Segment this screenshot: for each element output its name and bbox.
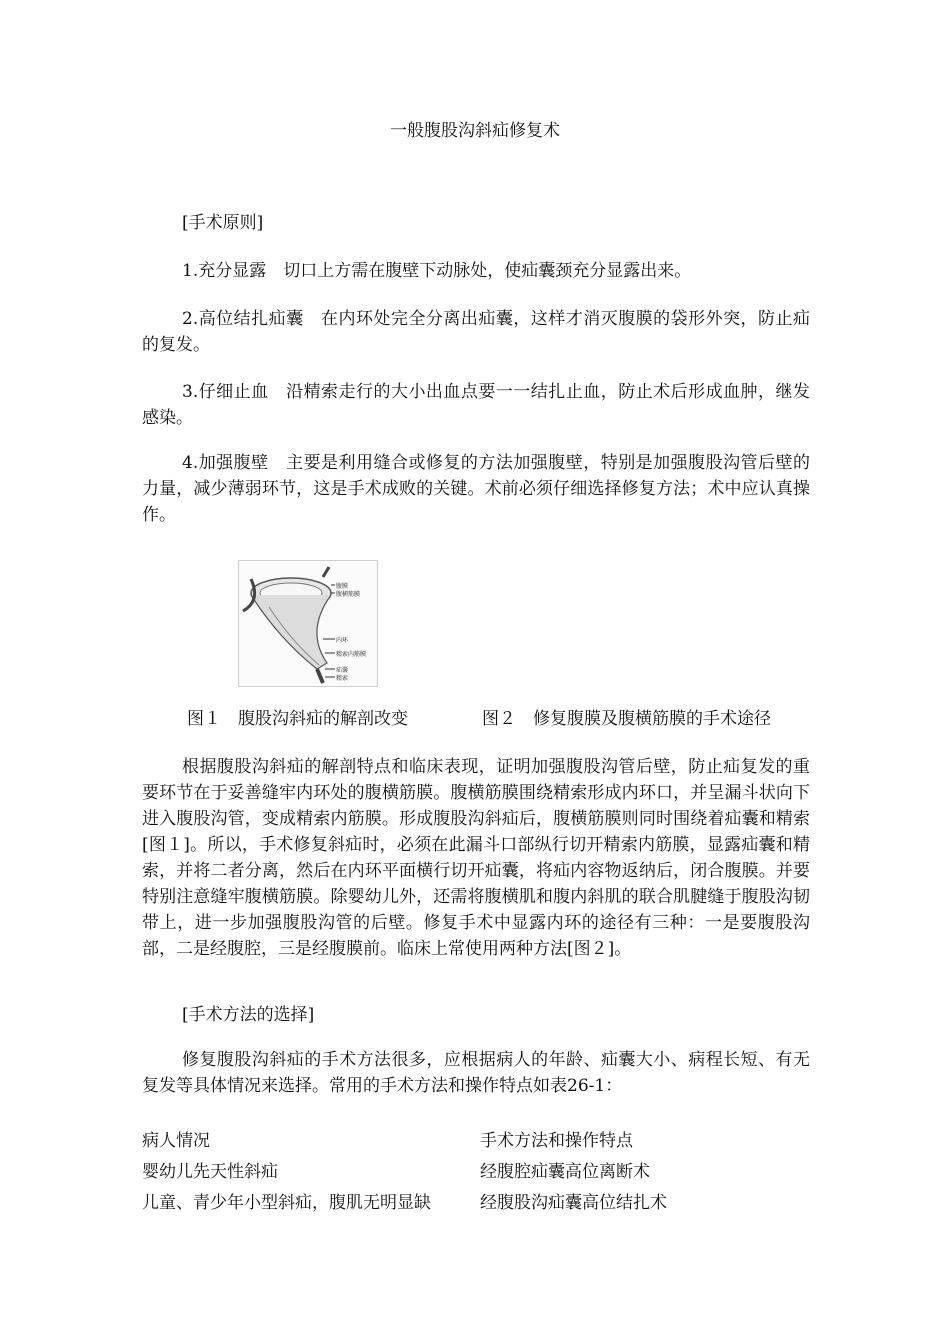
figure-label-internal-ring: 内环 (336, 637, 349, 644)
document-title: 一般腹股沟斜疝修复术 (390, 121, 560, 141)
method-selection-paragraph: 修复腹股沟斜疝的手术方法很多，应根据病人的年龄、疝囊大小、病程长短、有无复发等具体情况来选择。常用的手术方法和操作特点如表26-1： (142, 1050, 810, 1096)
table-cell: 婴幼儿先天性斜疝 (142, 1162, 278, 1182)
principle-item-4: 4.加强腹壁 主要是利用缝合或修复的方法加强腹壁，特别是加强腹股沟管后壁的力量，减少薄弱环节，这是手术成败的关键。术前必须仔细选择修复方法；术中应认真操作。 (142, 453, 810, 525)
figure-2-caption: 图２ 修复腹膜及腹横筋膜的手术途径 (482, 709, 771, 729)
table-header-method: 手术方法和操作特点 (480, 1131, 633, 1151)
section-heading-principles: [手术原则] (182, 213, 264, 233)
table-header-patient: 病人情况 (142, 1131, 210, 1151)
figure-label-spermatic-fascia: 精索内筋膜 (336, 651, 367, 658)
figure-label-transversalis-fascia: 腹横筋膜 (336, 591, 361, 598)
table-cell: 经腹腔疝囊高位离断术 (480, 1162, 650, 1182)
figure-1-caption: 图１ 腹股沟斜疝的解剖改变 (187, 709, 408, 729)
anatomy-figure (238, 560, 378, 687)
table-cell: 儿童、青少年小型斜疝，腹肌无明显缺 (142, 1193, 431, 1213)
section-heading-method-selection: [手术方法的选择] (182, 1005, 315, 1025)
hernia-funnel-illustration (239, 561, 377, 686)
principle-item-3: 3.仔细止血 沿精索走行的大小出血点要一一结扎止血，防止术后形成血肿，继发感染。 (142, 382, 810, 428)
principle-item-2: 2.高位结扎疝囊 在内环处完全分离出疝囊，这样才消灭腹膜的袋形外突，防止疝的复发。 (142, 309, 810, 355)
body-paragraph: 根据腹股沟斜疝的解剖特点和临床表现，证明加强腹股沟管后壁，防止疝复发的重要环节在于妥善缝牢内环处的腹横筋膜。腹横筋膜围绕精索形成内环口，并呈漏斗状向下进入腹股沟管，变成精索内筋膜。形成腹股沟斜疝后，腹横筋膜则同时围绕着疝囊和精索[图１]。所以，手术修复斜疝时，必须在此漏斗口部纵行切开精索内筋膜，显露疝囊和精索，并将二者分离，然后在内环平面横行切开疝囊，将疝内容物返纳后，闭合腹膜。并要特别注意缝牢腹横筋膜。除婴幼儿外，还需将腹横肌和腹内斜肌的联合肌腱缝于腹股沟韧带上，进一步加强腹股沟管的后壁。修复手术中显露内环的途径有三种：一是要腹股沟部，二是经腹腔，三是经腹膜前。临床上常使用两种方法[图２]。 (142, 757, 810, 959)
principle-item-1: 1.充分显露 切口上方需在腹壁下动脉处，使疝囊颈充分显露出来。 (182, 261, 692, 281)
figure-label-hernia-sac: 疝囊 (336, 667, 349, 674)
figure-label-peritoneum: 腹膜 (336, 583, 349, 590)
table-cell: 经腹股沟疝囊高位结扎术 (480, 1193, 667, 1213)
figure-label-spermatic-cord: 精索 (336, 675, 349, 682)
